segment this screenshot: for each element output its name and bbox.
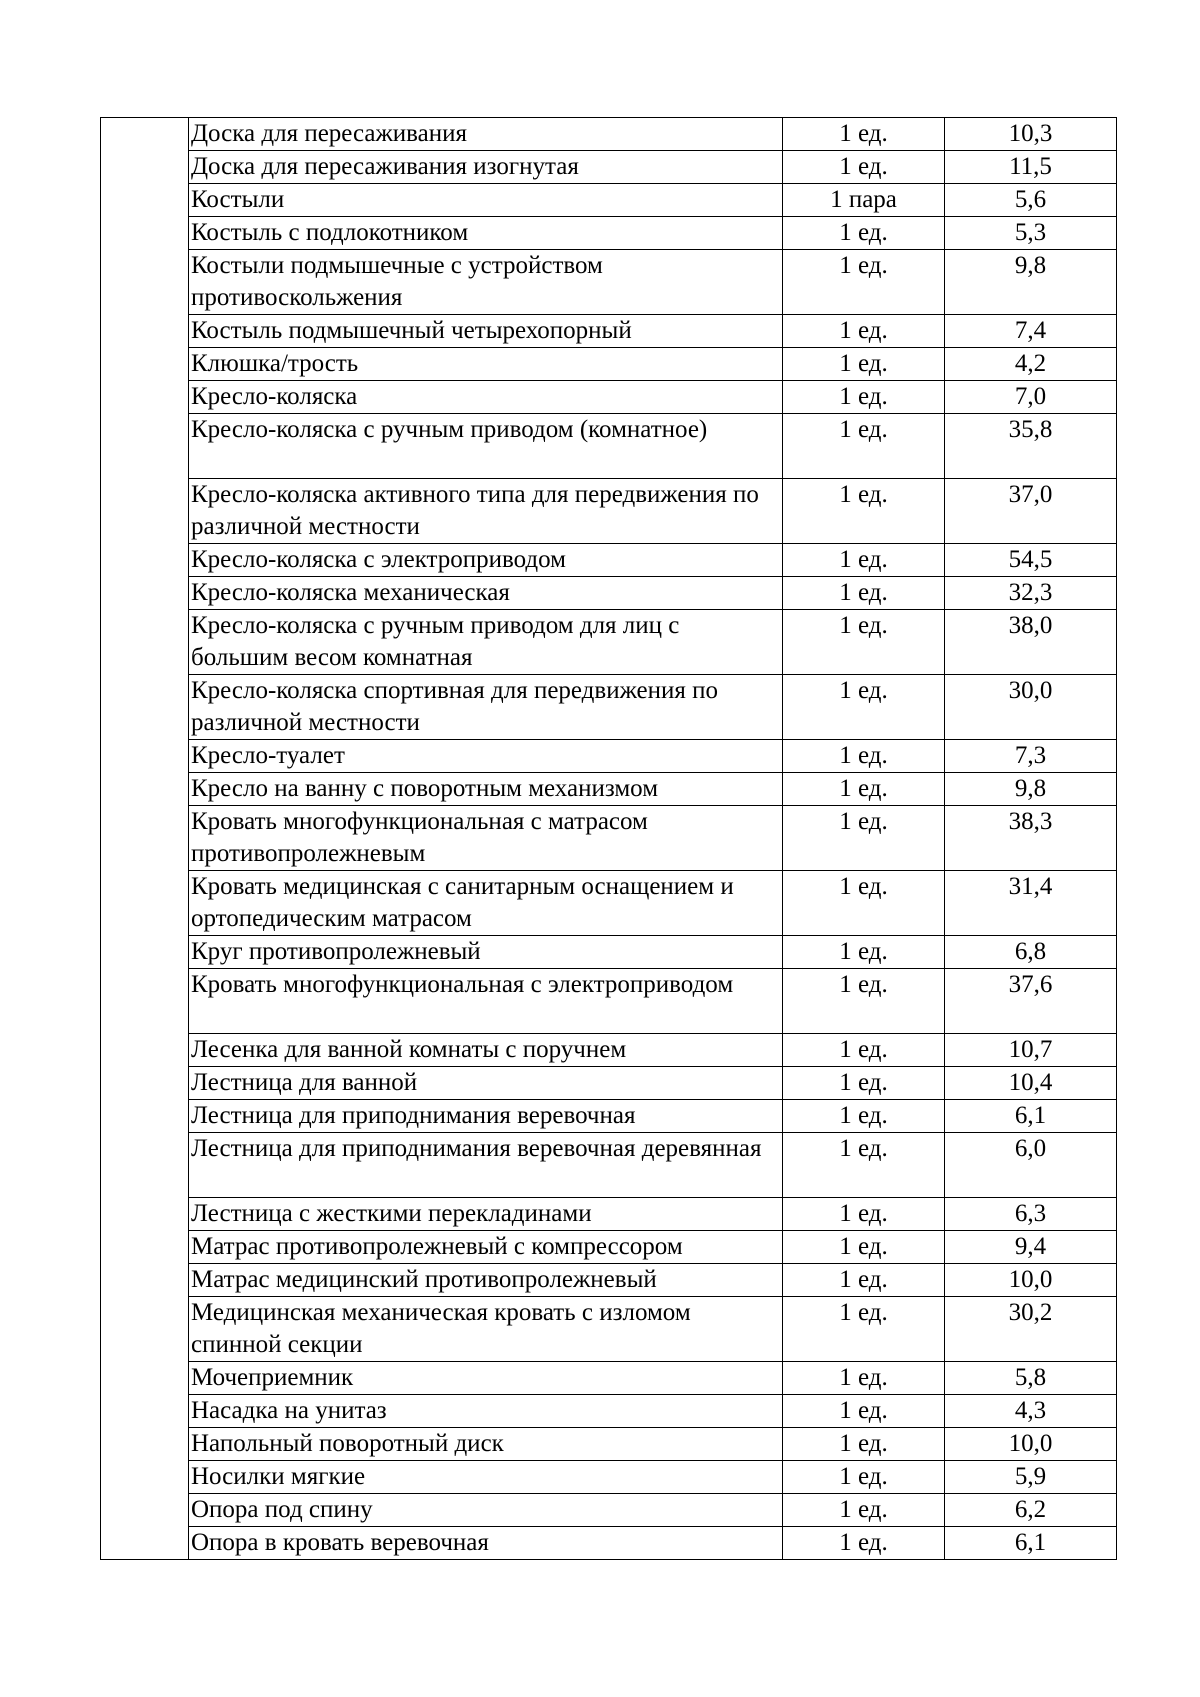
item-value-cell: 10,0: [945, 1428, 1117, 1461]
item-name-cell: Доска для пересаживания изогнутая: [189, 151, 783, 184]
item-name-cell: Кровать многофункциональная с матрасом противопролежневым: [189, 806, 783, 871]
table-row: [101, 969, 1117, 1034]
item-unit-cell: 1 ед.: [783, 806, 945, 871]
item-value-cell: 9,8: [945, 773, 1117, 806]
item-name-cell: Доска для пересаживания: [189, 118, 783, 151]
table-row: [101, 1264, 1117, 1297]
item-unit-cell: 1 ед.: [783, 414, 945, 479]
table-row: [101, 1461, 1117, 1494]
item-unit-cell: 1 ед.: [783, 1395, 945, 1428]
item-unit-cell: 1 ед.: [783, 1428, 945, 1461]
item-value-cell: 5,3: [945, 217, 1117, 250]
item-value-cell: 5,9: [945, 1461, 1117, 1494]
item-name-cell: Матрас медицинский противопролежневый: [189, 1264, 783, 1297]
item-name-cell: Опора в кровать веревочная: [189, 1527, 783, 1560]
item-value-cell: 9,8: [945, 250, 1117, 315]
item-name-cell: Лестница для приподнимания веревочная деревянная: [189, 1133, 783, 1198]
item-name-cell: Кресло на ванну с поворотным механизмом: [189, 773, 783, 806]
item-value-cell: 5,8: [945, 1362, 1117, 1395]
item-name-cell: Медицинская механическая кровать с изломом спинной секции: [189, 1297, 783, 1362]
item-unit-cell: 1 ед.: [783, 1527, 945, 1560]
item-value-cell: 38,0: [945, 610, 1117, 675]
item-unit-cell: 1 ед.: [783, 1461, 945, 1494]
item-value-cell: 37,0: [945, 479, 1117, 544]
item-value-cell: 9,4: [945, 1231, 1117, 1264]
item-unit-cell: 1 ед.: [783, 1264, 945, 1297]
table-row: [101, 1527, 1117, 1560]
item-unit-cell: 1 ед.: [783, 773, 945, 806]
table-row: [101, 348, 1117, 381]
item-unit-cell: 1 ед.: [783, 348, 945, 381]
item-unit-cell: 1 ед.: [783, 217, 945, 250]
item-value-cell: 37,6: [945, 969, 1117, 1034]
item-unit-cell: 1 ед.: [783, 969, 945, 1034]
table-row: [101, 1395, 1117, 1428]
item-value-cell: 6,1: [945, 1527, 1117, 1560]
item-value-cell: 31,4: [945, 871, 1117, 936]
item-value-cell: 10,3: [945, 118, 1117, 151]
item-name-cell: Лестница для приподнимания веревочная: [189, 1100, 783, 1133]
item-name-cell: Кресло-коляска с ручным приводом (комнатное): [189, 414, 783, 479]
item-name-cell: Кровать медицинская с санитарным оснащением и ортопедическим матрасом: [189, 871, 783, 936]
item-value-cell: 4,2: [945, 348, 1117, 381]
item-unit-cell: 1 ед.: [783, 1100, 945, 1133]
item-value-cell: 7,3: [945, 740, 1117, 773]
table-row: [101, 184, 1117, 217]
item-name-cell: Кресло-коляска механическая: [189, 577, 783, 610]
table-row: [101, 577, 1117, 610]
equipment-table-body: [101, 118, 1117, 1560]
table-row: [101, 610, 1117, 675]
item-unit-cell: 1 ед.: [783, 871, 945, 936]
item-value-cell: 32,3: [945, 577, 1117, 610]
item-name-cell: Костыль подмышечный четырехопорный: [189, 315, 783, 348]
item-name-cell: Кресло-коляска спортивная для передвижения по различной местности: [189, 675, 783, 740]
equipment-table: [100, 117, 1117, 1560]
item-value-cell: 10,0: [945, 1264, 1117, 1297]
table-row: [101, 217, 1117, 250]
item-value-cell: 38,3: [945, 806, 1117, 871]
item-value-cell: 6,2: [945, 1494, 1117, 1527]
table-row: [101, 871, 1117, 936]
item-name-cell: Костыли подмышечные с устройством противоскольжения: [189, 250, 783, 315]
item-unit-cell: 1 ед.: [783, 479, 945, 544]
table-row: [101, 1100, 1117, 1133]
item-name-cell: Круг противопролежневый: [189, 936, 783, 969]
table-row: [101, 479, 1117, 544]
table-row: [101, 1067, 1117, 1100]
table-row: [101, 315, 1117, 348]
item-name-cell: Кресло-коляска с ручным приводом для лиц с большим весом комнатная: [189, 610, 783, 675]
table-row: [101, 1428, 1117, 1461]
item-unit-cell: 1 ед.: [783, 1067, 945, 1100]
item-unit-cell: 1 ед.: [783, 250, 945, 315]
item-name-cell: Мочеприемник: [189, 1362, 783, 1395]
table-row: [101, 381, 1117, 414]
item-value-cell: 10,7: [945, 1034, 1117, 1067]
table-row: [101, 250, 1117, 315]
row-number-cell: [101, 118, 189, 1560]
item-unit-cell: 1 ед.: [783, 1362, 945, 1395]
item-unit-cell: 1 ед.: [783, 1133, 945, 1198]
item-unit-cell: 1 ед.: [783, 1297, 945, 1362]
table-row: [101, 118, 1117, 151]
item-value-cell: 30,0: [945, 675, 1117, 740]
table-row: [101, 544, 1117, 577]
item-unit-cell: 1 ед.: [783, 936, 945, 969]
item-name-cell: Лестница с жесткими перекладинами: [189, 1198, 783, 1231]
item-name-cell: Кресло-коляска: [189, 381, 783, 414]
item-unit-cell: 1 ед.: [783, 151, 945, 184]
table-row: [101, 1362, 1117, 1395]
item-unit-cell: 1 ед.: [783, 740, 945, 773]
item-name-cell: Опора под спину: [189, 1494, 783, 1527]
item-unit-cell: 1 ед.: [783, 381, 945, 414]
item-value-cell: 6,8: [945, 936, 1117, 969]
item-value-cell: 35,8: [945, 414, 1117, 479]
item-name-cell: Матрас противопролежневый с компрессором: [189, 1231, 783, 1264]
item-value-cell: 6,3: [945, 1198, 1117, 1231]
table-row: [101, 773, 1117, 806]
item-name-cell: Лесенка для ванной комнаты с поручнем: [189, 1034, 783, 1067]
table-row: [101, 675, 1117, 740]
item-name-cell: Костыль с подлокотником: [189, 217, 783, 250]
item-name-cell: Кресло-туалет: [189, 740, 783, 773]
item-name-cell: Кровать многофункциональная с электроприводом: [189, 969, 783, 1034]
item-unit-cell: 1 ед.: [783, 577, 945, 610]
item-unit-cell: 1 ед.: [783, 315, 945, 348]
table-row: [101, 1231, 1117, 1264]
item-name-cell: Кресло-коляска активного типа для передвижения по различной местности: [189, 479, 783, 544]
item-unit-cell: 1 ед.: [783, 610, 945, 675]
item-value-cell: 10,4: [945, 1067, 1117, 1100]
item-name-cell: Лестница для ванной: [189, 1067, 783, 1100]
table-row: [101, 414, 1117, 479]
table-row: [101, 806, 1117, 871]
item-unit-cell: 1 ед.: [783, 1494, 945, 1527]
table-row: [101, 1297, 1117, 1362]
item-name-cell: Кресло-коляска с электроприводом: [189, 544, 783, 577]
item-name-cell: Клюшка/трость: [189, 348, 783, 381]
item-unit-cell: 1 ед.: [783, 544, 945, 577]
table-row: [101, 1198, 1117, 1231]
item-value-cell: 5,6: [945, 184, 1117, 217]
item-name-cell: Насадка на унитаз: [189, 1395, 783, 1428]
item-name-cell: Носилки мягкие: [189, 1461, 783, 1494]
item-value-cell: 4,3: [945, 1395, 1117, 1428]
table-row: [101, 1494, 1117, 1527]
item-unit-cell: 1 ед.: [783, 1034, 945, 1067]
table-row: [101, 740, 1117, 773]
item-unit-cell: 1 ед.: [783, 675, 945, 740]
item-name-cell: Напольный поворотный диск: [189, 1428, 783, 1461]
table-row: [101, 1133, 1117, 1198]
item-value-cell: 6,1: [945, 1100, 1117, 1133]
item-value-cell: 54,5: [945, 544, 1117, 577]
item-value-cell: 7,0: [945, 381, 1117, 414]
table-row: [101, 151, 1117, 184]
item-name-cell: Костыли: [189, 184, 783, 217]
item-unit-cell: 1 ед.: [783, 1198, 945, 1231]
item-value-cell: 7,4: [945, 315, 1117, 348]
item-unit-cell: 1 ед.: [783, 118, 945, 151]
item-unit-cell: 1 пара: [783, 184, 945, 217]
table-row: [101, 936, 1117, 969]
item-value-cell: 30,2: [945, 1297, 1117, 1362]
item-value-cell: 6,0: [945, 1133, 1117, 1198]
item-unit-cell: 1 ед.: [783, 1231, 945, 1264]
table-row: [101, 1034, 1117, 1067]
item-value-cell: 11,5: [945, 151, 1117, 184]
